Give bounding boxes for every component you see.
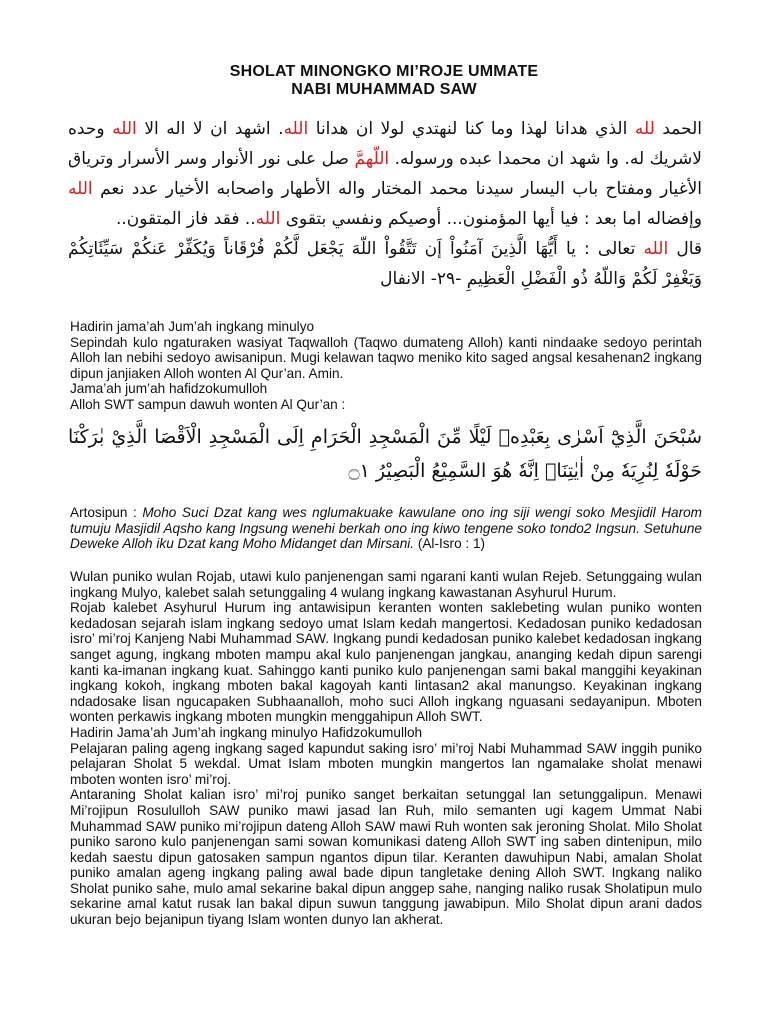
allah-word: الله	[112, 119, 137, 139]
opening-section	[70, 319, 702, 413]
arabic-text: .. فقد فاز المتقون..	[115, 209, 256, 229]
body-paragraph: Wulan puniko wulan Rojab, utawi kulo panjenengan sami ngarani kanti wulan Rejeb. Setunggaing wulan ingkang Mulyo, kalebet salah setunggaling 4 wulang ingkang kawastanan Asyhurul Hurum.	[70, 569, 702, 600]
arabic-quran-anfal-29: تعالى : يا أَيُّهَا الَّذِينَ آمَنُواْ إَن تَتَّقُواْ اللّهَ يَجْعَل لَّكُمْ فُرْقَاناً وَيُكَفِّرْ عَنكُمْ سَيِّئَاتِكُمْ وَيَغْفِرْ لَكُمْ وَاللّهُ ذُو الْفَضْلِ الْعَظِيمِ -٢٩- الانفال	[68, 239, 702, 289]
greeting-line: Hadirin Jama’ah Jum’ah ingkang minulyo Hafidzokumulloh	[70, 724, 423, 740]
document-title-line2: NABI MUHAMMAD SAW	[291, 81, 477, 98]
arabic-text: قال	[668, 239, 703, 259]
body-paragraph: Pelajaran paling ageng ingkang saged kapundut saking isro’ mi’roj Nabi Muhammad SAW inggih puniko pelajaran Sholat 5 wekdal. Umat Islam mboten mungkin mangertos lan ngamalake sholat menawi mboten wonten isro’ mi’roj.	[70, 740, 702, 787]
taqwa-paragraph: Sepindah kulo ngaturaken wasiyat Taqwalloh (Taqwo dumateng Alloh) kanti nindaake sedoyo perintah Alloh lan nebihi sedoyo awisanipun. Mugi kelawan taqwo meniko kito saged angsal kesahenan2 ingkang dipun janjiaken Alloh wonten Al Qur’an. Amin.	[70, 334, 702, 381]
document-title-line1: SHOLAT MINONGKO MI’ROJE UMMATE	[229, 63, 539, 80]
body-paragraph: Antaraning Sholat kalian isro’ mi’roj puniko sanget berkaitan setunggal lan setunggalipun. Menawi Mi’rojipun Rosululloh SAW puniko mawi jasad lan Ruh, milo semanten ugi kagem Ummat Nabi Muhammad SAW puniko mi’rojipun dateng Alloh SAW mawi Ruh wonten sak jeroning Sholat. Milo Sholat puniko sarono kulo panjenengan sami sowan komunikasi dateng Alloh SWT ing saben dintenipun, milo kedah saestu dipun gatosaken sampun ngantos dipun tilar. Keranten dawuhipun Nabi, amalan Sholat puniko amalan ageng ingkang paling awal bade dipun tangletake dening Alloh SWT. Ingkang naliko Sholat puniko sahe, mulo amal sekarine bakal dipun anggep sahe, nanging naliko rusak Sholatipun mulo sekarine amal katut rusak lan bakal dipun suwun tanggung jawabipun. Milo Sholat dipun arani dados ukuran bejo bejanipun tiyang Islam wonten dunyo lan akherat.	[70, 787, 702, 928]
arabic-opening-khutbah	[68, 114, 702, 294]
arabic-text: الذي هدانا لهذا وما كنا لنهتدي لولا ان هدانا	[308, 119, 635, 139]
quran-al-isra-1: سُبْحَنَ الَّذِيْٓ اَسْرٰى بِعَبْدِهٖ لَيْلًا مِّنَ الْمَسْجِدِ الْحَرَامِ اِلَى الْمَسْجِدِ الْاَقْصَا الَّذِيْ بٰرَكْنَا حَوْلَهٗ لِنُرِيَهٗ مِنْ اٰيٰتِنَاۗ اِنَّهٗ هُوَ السَّمِيْعُ الْبَصِيْرُ ۝١	[68, 426, 702, 482]
arabic-text: الحمد	[654, 119, 702, 139]
main-body	[70, 569, 702, 928]
translation-text: Moho Suci Dzat kang wes nglumakuake kawulane ono ing siji wengi soko Mesjidil Harom tumuju Masjidil Aqsho kang Ingsung wenehi berkah ono ing kiwo tengene soko tondo2 Ingsun. Setuhune Deweke Alloh iku Dzat kang Moho Midanget dan Mirsani.	[70, 505, 702, 552]
translation-reference: (Al-Isro : 1)	[414, 536, 486, 552]
body-paragraph: Rojab kalebet Asyhurul Hurum ing antawisipun keranten wonten saklebeting wulan puniko wonten kedadosan sejarah islam ingkang sedoyo umat Islam kedah mangertosi. Kedadosan puniko kedadosan isro’ mi’roj Kanjeng Nabi Muhammad SAW. Ingkang pundi kedadosan puniko kalebet kedadosan ingkang sanget agung, ingkang mboten mampu akal kulo panjenengan jangkau, ananging kedah dipun sarengi kanti ka-imanan ingkang kuat. Sahinggo kanti puniko kulo panjenengan sami bakal manggihi keyakinan ingkang kokoh, ingkang mboten bakal kagoyah kanti lintasan2 akal manungso. Keyakinan ingkang ndadosake lisan ngucapaken Subhaanalloh, moho suci Alloh ingkang nguasani sedayanipun. Mboten wonten perkawis ingkang mboten mungkin menggahipun Alloh SWT.	[70, 600, 702, 725]
allah-word: لله	[634, 119, 655, 139]
arabic-text: . اشهد ان لا اله الا	[136, 119, 284, 139]
greeting-line: Jama’ah jum’ah hafidzokumulloh	[70, 381, 268, 397]
quran-intro-line: Alloh SWT sampun dawuh wonten Al Qur’an :	[70, 396, 346, 412]
allah-word: الله	[68, 179, 93, 199]
translation-paragraph	[70, 505, 702, 552]
greeting-line: Hadirin jama’ah Jum’ah ingkang minulyo	[70, 319, 315, 334]
allah-word: الله	[255, 209, 281, 229]
arabic-text: صل على نور الأنوار وسر الأسرار وترياق الأغيار ومفتاح باب اليسار سيدنا محمد المختار واله الأطهار واصحابه الأخيار عدد نعم	[68, 149, 702, 199]
arabic-text: وإفضاله اما بعد : فيا أيها المؤمنون... أوصيكم ونفسي بتقوى	[280, 209, 702, 229]
allah-word: الله	[283, 119, 309, 139]
allah-word: الله	[643, 239, 669, 259]
allahumma-word: اللّهمَّ	[354, 149, 390, 169]
translation-label: Artosipun :	[70, 505, 143, 520]
arabic-text: وحده لاشريك له. وا شهد ان محمدا عبده ورسوله.	[68, 119, 702, 169]
